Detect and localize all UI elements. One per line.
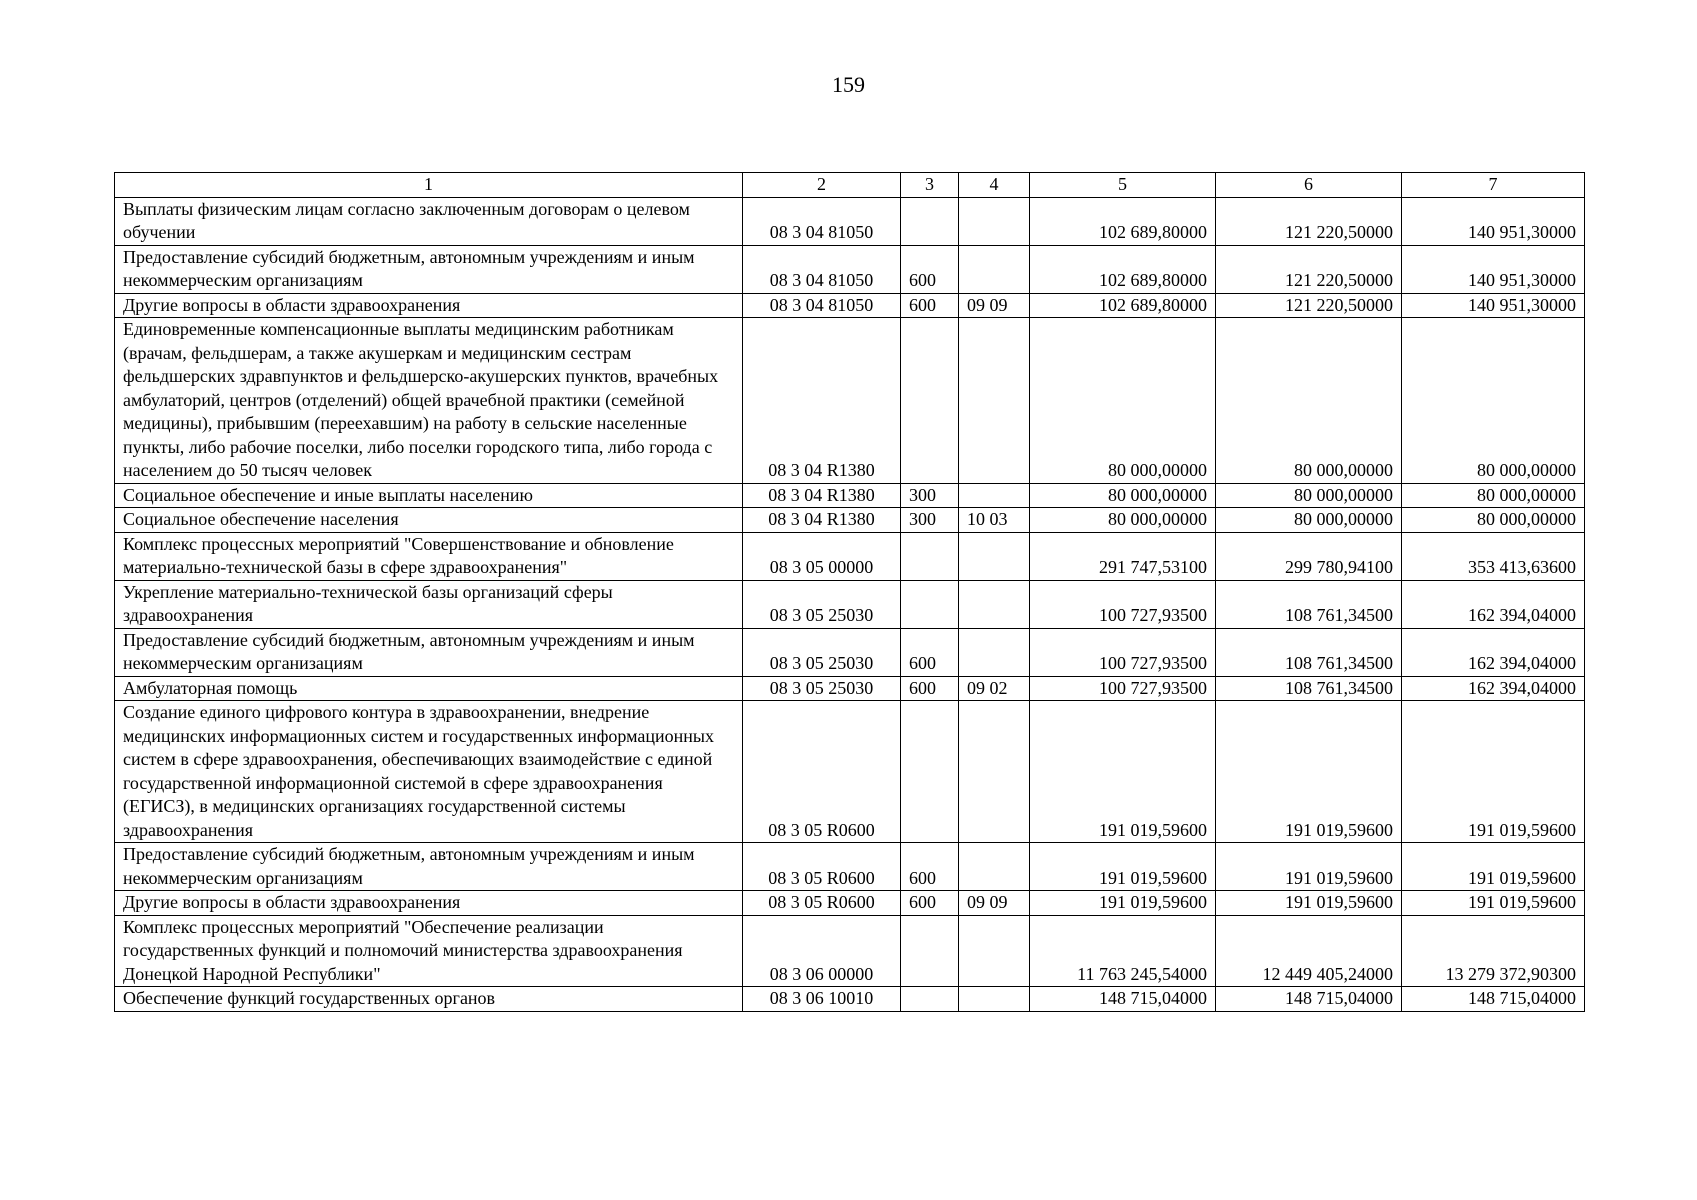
- row-expense-type-cell: 600: [901, 843, 959, 891]
- row-value-7-cell: 80 000,00000: [1402, 318, 1585, 484]
- table-row: [115, 676, 1585, 701]
- row-value-6-cell: 121 220,50000: [1216, 293, 1402, 318]
- row-code-cell: 08 3 05 25030: [743, 628, 901, 676]
- row-value-6-cell: 191 019,59600: [1216, 843, 1402, 891]
- row-value-7-cell: 162 394,04000: [1402, 628, 1585, 676]
- row-value-5-cell: 191 019,59600: [1030, 843, 1216, 891]
- table-row: [115, 987, 1585, 1012]
- row-name-cell: Амбулаторная помощь: [115, 676, 743, 701]
- row-expense-type-cell: 600: [901, 676, 959, 701]
- row-value-7-cell: 191 019,59600: [1402, 843, 1585, 891]
- row-value-6-cell: 121 220,50000: [1216, 197, 1402, 245]
- row-value-6-cell: 299 780,94100: [1216, 532, 1402, 580]
- row-expense-type-cell: [901, 701, 959, 843]
- table-row: [115, 891, 1585, 916]
- row-name-cell: Предоставление субсидий бюджетным, автономным учреждениям и иным некоммерческим организациям: [115, 245, 743, 293]
- row-value-5-cell: 80 000,00000: [1030, 508, 1216, 533]
- row-code-cell: 08 3 04 R1380: [743, 483, 901, 508]
- row-value-6-cell: 191 019,59600: [1216, 891, 1402, 916]
- row-expense-type-cell: [901, 915, 959, 987]
- header-cell: 2: [743, 173, 901, 198]
- row-code-cell: 08 3 04 R1380: [743, 508, 901, 533]
- header-cell: 4: [959, 173, 1030, 198]
- row-code-cell: 08 3 05 R0600: [743, 843, 901, 891]
- table-header-row: [115, 173, 1585, 198]
- row-expense-type-cell: [901, 318, 959, 484]
- table-row: [115, 532, 1585, 580]
- row-value-5-cell: 100 727,93500: [1030, 676, 1216, 701]
- row-name-cell: Единовременные компенсационные выплаты медицинским работникам (врачам, фельдшерам, а также акушеркам и медицинским сестрам фельдшерских здравпунктов и фельдшерско-акушерских пунктов, врачебных амбулаторий, центров (отделений) общей врачебной практики (семейной медицины), прибывшим (переехавшим) на работу в сельские населенные пункты, либо рабочие поселки, либо поселки городского типа, либо города с населением до 50 тысяч человек: [115, 318, 743, 484]
- row-code-cell: 08 3 05 25030: [743, 580, 901, 628]
- row-expense-type-cell: 600: [901, 628, 959, 676]
- row-name-cell: Предоставление субсидий бюджетным, автономным учреждениям и иным некоммерческим организациям: [115, 628, 743, 676]
- row-code-cell: 08 3 04 81050: [743, 245, 901, 293]
- row-section-cell: [959, 701, 1030, 843]
- row-expense-type-cell: 600: [901, 245, 959, 293]
- table-row: [115, 293, 1585, 318]
- row-expense-type-cell: [901, 580, 959, 628]
- row-value-6-cell: 191 019,59600: [1216, 701, 1402, 843]
- row-expense-type-cell: [901, 532, 959, 580]
- budget-table: [114, 172, 1585, 1012]
- row-value-7-cell: 13 279 372,90300: [1402, 915, 1585, 987]
- table-row: [115, 318, 1585, 484]
- row-code-cell: 08 3 04 R1380: [743, 318, 901, 484]
- row-value-6-cell: 12 449 405,24000: [1216, 915, 1402, 987]
- row-section-cell: [959, 245, 1030, 293]
- row-code-cell: 08 3 04 81050: [743, 197, 901, 245]
- row-value-5-cell: 80 000,00000: [1030, 483, 1216, 508]
- header-cell: 3: [901, 173, 959, 198]
- table-row: [115, 197, 1585, 245]
- row-value-6-cell: 80 000,00000: [1216, 483, 1402, 508]
- row-value-6-cell: 108 761,34500: [1216, 628, 1402, 676]
- row-value-5-cell: 102 689,80000: [1030, 245, 1216, 293]
- row-section-cell: 09 09: [959, 293, 1030, 318]
- row-value-7-cell: 80 000,00000: [1402, 508, 1585, 533]
- row-section-cell: [959, 580, 1030, 628]
- table-row: [115, 245, 1585, 293]
- row-value-7-cell: 80 000,00000: [1402, 483, 1585, 508]
- row-section-cell: [959, 628, 1030, 676]
- page-number: 159: [832, 72, 865, 97]
- row-value-5-cell: 100 727,93500: [1030, 580, 1216, 628]
- header-cell: 5: [1030, 173, 1216, 198]
- header-cell: 7: [1402, 173, 1585, 198]
- row-code-cell: 08 3 04 81050: [743, 293, 901, 318]
- row-value-7-cell: 162 394,04000: [1402, 676, 1585, 701]
- row-section-cell: 09 02: [959, 676, 1030, 701]
- row-name-cell: Социальное обеспечение и иные выплаты населению: [115, 483, 743, 508]
- row-value-7-cell: 191 019,59600: [1402, 701, 1585, 843]
- table-row: [115, 580, 1585, 628]
- row-value-6-cell: 148 715,04000: [1216, 987, 1402, 1012]
- row-value-7-cell: 148 715,04000: [1402, 987, 1585, 1012]
- table-row: [115, 628, 1585, 676]
- row-expense-type-cell: 300: [901, 483, 959, 508]
- row-value-6-cell: 121 220,50000: [1216, 245, 1402, 293]
- row-expense-type-cell: 600: [901, 293, 959, 318]
- row-value-7-cell: 191 019,59600: [1402, 891, 1585, 916]
- row-expense-type-cell: 600: [901, 891, 959, 916]
- row-value-5-cell: 100 727,93500: [1030, 628, 1216, 676]
- row-code-cell: 08 3 06 10010: [743, 987, 901, 1012]
- row-value-5-cell: 102 689,80000: [1030, 293, 1216, 318]
- table-row: [115, 701, 1585, 843]
- row-value-5-cell: 148 715,04000: [1030, 987, 1216, 1012]
- row-name-cell: Другие вопросы в области здравоохранения: [115, 293, 743, 318]
- row-value-5-cell: 191 019,59600: [1030, 891, 1216, 916]
- row-value-5-cell: 191 019,59600: [1030, 701, 1216, 843]
- row-section-cell: 09 09: [959, 891, 1030, 916]
- row-code-cell: 08 3 05 00000: [743, 532, 901, 580]
- row-expense-type-cell: [901, 197, 959, 245]
- row-name-cell: Другие вопросы в области здравоохранения: [115, 891, 743, 916]
- row-expense-type-cell: [901, 987, 959, 1012]
- row-section-cell: [959, 532, 1030, 580]
- row-value-5-cell: 291 747,53100: [1030, 532, 1216, 580]
- row-value-5-cell: 102 689,80000: [1030, 197, 1216, 245]
- row-name-cell: Выплаты физическим лицам согласно заключенным договорам о целевом обучении: [115, 197, 743, 245]
- row-value-6-cell: 108 761,34500: [1216, 676, 1402, 701]
- row-value-5-cell: 80 000,00000: [1030, 318, 1216, 484]
- table-row: [115, 843, 1585, 891]
- header-cell: 1: [115, 173, 743, 198]
- row-value-6-cell: 80 000,00000: [1216, 508, 1402, 533]
- row-section-cell: [959, 843, 1030, 891]
- table-row: [115, 915, 1585, 987]
- row-value-7-cell: 140 951,30000: [1402, 245, 1585, 293]
- table-row: [115, 483, 1585, 508]
- row-section-cell: [959, 318, 1030, 484]
- row-name-cell: Комплекс процессных мероприятий "Обеспечение реализации государственных функций и полномочий министерства здравоохранения Донецкой Народной Республики": [115, 915, 743, 987]
- row-section-cell: [959, 987, 1030, 1012]
- table-row: [115, 508, 1585, 533]
- row-value-7-cell: 162 394,04000: [1402, 580, 1585, 628]
- row-code-cell: 08 3 05 R0600: [743, 701, 901, 843]
- row-value-7-cell: 140 951,30000: [1402, 293, 1585, 318]
- row-name-cell: Укрепление материально-технической базы организаций сферы здравоохранения: [115, 580, 743, 628]
- row-value-5-cell: 11 763 245,54000: [1030, 915, 1216, 987]
- row-name-cell: Социальное обеспечение населения: [115, 508, 743, 533]
- row-section-cell: [959, 483, 1030, 508]
- row-name-cell: Обеспечение функций государственных органов: [115, 987, 743, 1012]
- row-name-cell: Создание единого цифрового контура в здравоохранении, внедрение медицинских информационных систем и государственных информационных систем в сфере здравоохранения, обеспечивающих взаимодействие с единой государственной информационной системой в сфере здравоохранения (ЕГИСЗ), в медицинских организациях государственной системы здравоохранения: [115, 701, 743, 843]
- row-code-cell: 08 3 05 R0600: [743, 891, 901, 916]
- row-value-6-cell: 80 000,00000: [1216, 318, 1402, 484]
- row-code-cell: 08 3 06 00000: [743, 915, 901, 987]
- row-expense-type-cell: 300: [901, 508, 959, 533]
- row-code-cell: 08 3 05 25030: [743, 676, 901, 701]
- row-section-cell: [959, 915, 1030, 987]
- row-section-cell: [959, 197, 1030, 245]
- row-value-6-cell: 108 761,34500: [1216, 580, 1402, 628]
- header-cell: 6: [1216, 173, 1402, 198]
- row-name-cell: Предоставление субсидий бюджетным, автономным учреждениям и иным некоммерческим организациям: [115, 843, 743, 891]
- row-name-cell: Комплекс процессных мероприятий "Совершенствование и обновление материально-технической базы в сфере здравоохранения": [115, 532, 743, 580]
- row-value-7-cell: 140 951,30000: [1402, 197, 1585, 245]
- row-section-cell: 10 03: [959, 508, 1030, 533]
- row-value-7-cell: 353 413,63600: [1402, 532, 1585, 580]
